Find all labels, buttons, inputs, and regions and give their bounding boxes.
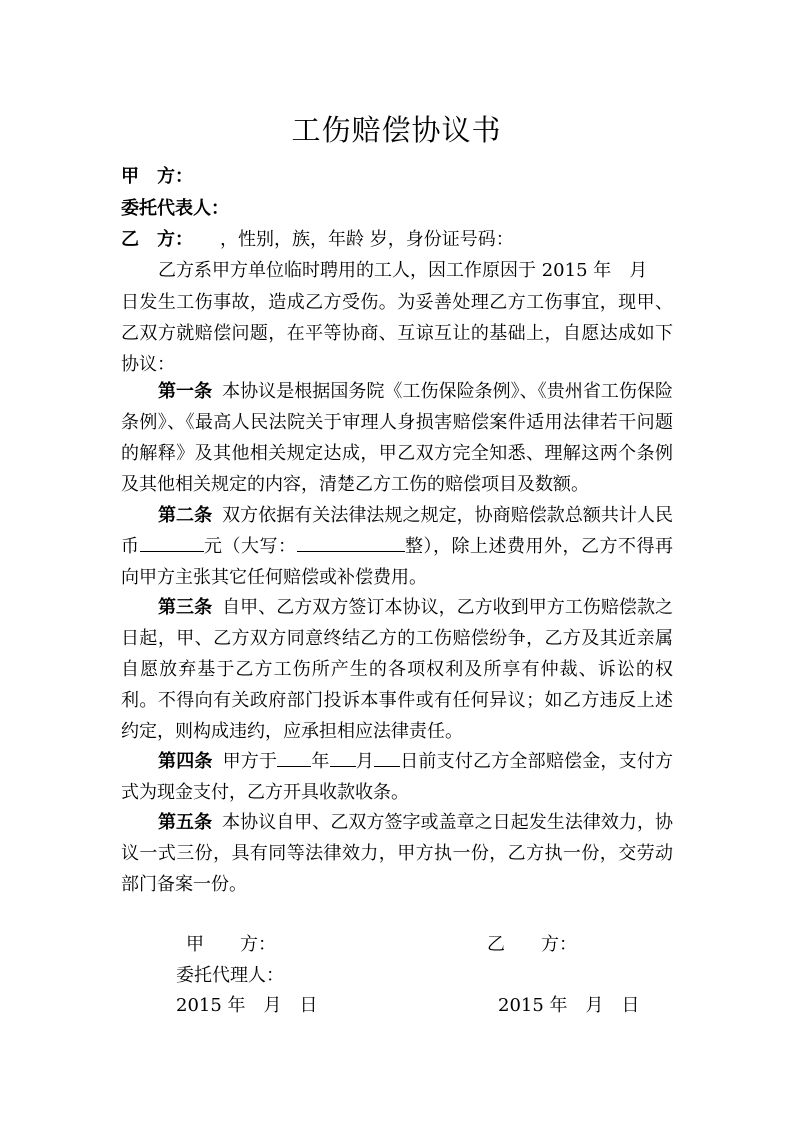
article-2	[121, 500, 673, 593]
article-3-text: 自甲、乙方双方签订本协议，乙方收到甲方工伤赔偿款之日起，甲、乙方双方同意终结乙方的工伤赔偿纷争，乙方及其近亲属自愿放弃基于乙方工伤所产生的各项权利及所享有仲裁、诉讼的权利。不得向有关政府部门投诉本事件或有任何异议；如乙方违反上述约定，则构成违约，应承担相应法律责任。	[121, 597, 674, 742]
article-3	[121, 592, 673, 747]
article-5-text: 本协议自甲、乙双方签字或盖章之日起发生法律效力，协议一式三份，具有同等法律效力，甲方执一份，乙方执一份，交劳动部门备案一份。	[121, 812, 674, 895]
signature-party-a: 甲 方：	[186, 934, 276, 955]
signature-date-b: 2015 年 月 日	[498, 995, 640, 1016]
day-blank	[374, 747, 400, 767]
article-4-text-a: 甲方于	[222, 751, 278, 772]
article-2-text-c: 整），除上述费用外，乙方不得再向甲方主张其它任何赔偿或补偿费用。	[121, 536, 673, 588]
article-4-text-c: 月	[355, 751, 375, 772]
article-2-text-b: 元（大写：	[203, 536, 297, 557]
article-4-text-d: 日前支付乙方全部赔偿金，支付方式为现金支付，乙方开具收款收条。	[121, 751, 674, 803]
amount-words-blank	[297, 532, 405, 552]
party-b-label: 乙 方：	[121, 229, 184, 250]
article-4-label: 第四条	[158, 751, 213, 772]
party-b-info: ，性别，族，年龄 岁，身份证号码：	[184, 229, 514, 250]
party-b-line	[121, 227, 514, 253]
signature-agent: 委托代理人：	[176, 965, 284, 986]
year-blank	[277, 747, 311, 767]
article-1-text: 本协议是根据国务院《工伤保险条例》、《贵州省工伤保险条例》、《最高人民法院关于审理人身损害赔偿案件适用法律若干问题的解释》及其他相关规定达成，甲乙双方完全知悉、理解这两个条例及其他相关规定的内容，清楚乙方工伤的赔偿项目及数额。	[121, 381, 673, 495]
article-1	[121, 376, 673, 500]
article-1-label: 第一条	[158, 381, 213, 402]
signature-date-a: 2015 年 月 日	[176, 995, 318, 1016]
representative-label: 委托代表人：	[121, 198, 229, 219]
article-4-text-b: 年	[311, 751, 330, 772]
month-blank	[330, 747, 356, 767]
party-a-label: 甲 方：	[121, 166, 193, 187]
article-5	[121, 807, 673, 900]
signature-party-b: 乙 方：	[487, 934, 577, 955]
article-2-text-a: 双方依据有关法律法规之规定，协商赔偿款总额共计人民币	[121, 505, 674, 557]
intro-line-1: 乙方系甲方单位临时聘用的工人，因工作原因于 2015 年 月	[158, 260, 648, 281]
document-title: 工伤赔偿协议书	[291, 113, 502, 147]
article-5-label: 第五条	[158, 812, 213, 833]
article-3-label: 第三条	[158, 597, 213, 618]
article-4	[121, 746, 673, 808]
amount-blank	[140, 532, 204, 552]
article-2-label: 第二条	[158, 505, 213, 526]
intro-paragraph: 日发生工伤事故，造成乙方受伤。为妥善处理乙方工伤事宜，现甲、乙双方就赔偿问题，在平等协商、互谅互让的基础上，自愿达成如下协议：	[121, 292, 673, 375]
